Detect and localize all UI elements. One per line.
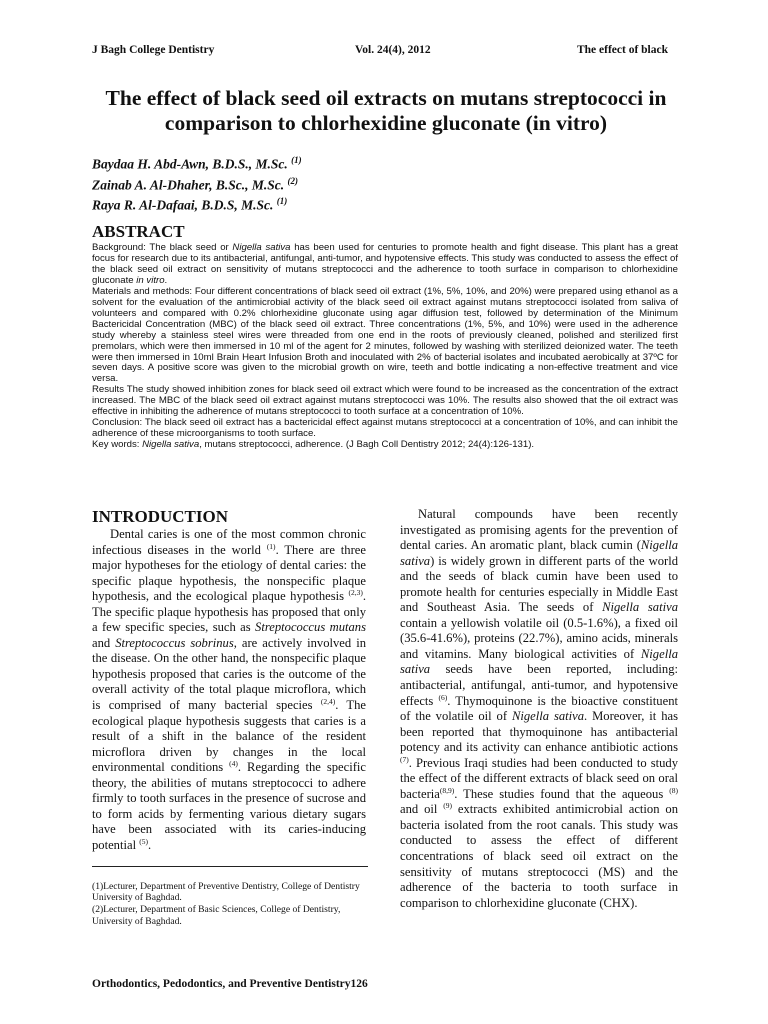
introduction-paragraph-2: Natural compounds have been recently investigated as promising agents for the prevention of dental caries. An aromatic plant, black cumin (Nigella sativa) is widely grown in different parts of the world and the seeds of black cumin have been used to promote health for centuries especially in Middle East and Southeast Asia. The seeds of Nigella sativa contain a yellowish volatile oil (0.5-1.6%), a fixed oil (35.6-41.6%), proteins (22.7%), amino acids, minerals and vitamins. Many biological activities of Nigella sativa seeds have been reported, including: antibacterial, antifungal, anti-tumor, and hypotensive effects $^{(6)}$. Thymoquinone is the bioactive constituent of the volatile oil of Nigella sativa. Moreover, it has been reported that thymoquinone has antibacterial potency and its activity can enhance antibiotic actions $^{(7)}$. Previous Iraqi studies had been conducted to study the effect of the different extracts of black seed on oral bacteria$^{(8,9)}$. These studies found that the aqueous $^{(8)}$ and oil $^{(9)}$ extracts exhibited antimicrobial action on bacteria isolated from the root canals. This study was conducted to assess the effect of different concentrations of black seed oil extract on the sensitivity of mutans streptococci (MS) and the adherence of the bacteria to tooth surface in comparison to chlorhexidine gluconate (CHX).: [400, 507, 678, 910]
running-title: The effect of black: [576, 44, 668, 56]
paper-title: The effect of black seed oil extracts on mutans streptococci in comparison to chlorhexidine gluconate (in vitro): [105, 86, 667, 135]
footnote-divider: [92, 866, 368, 867]
author-3: Raya R. Al-Dafaai, B.D.S, M.Sc. $^{(1)}$: [92, 196, 288, 213]
introduction-paragraph-1: Dental caries is one of the most common chronic infectious diseases in the world $^{(1)}$. There are three major hypotheses for the etiology of dental caries: the specific plaque hypothesis, the nonspecific plaque hypothesis, and the ecological plaque hypothesis $^{(2,3)}$. The specific plaque hypothesis has proposed that only a few specific species, such as Streptococcus mutans and Streptococcus sobrinus, are actively involved in the disease. On the other hand, the nonspecific plaque hypothesis proposed that caries is the outcome of the overall activity of the total plaque microflora, which is comprised of many bacterial species $^{(2,4)}$. The ecological plaque hypothesis suggests that caries is a result of a shift in the balance of the resident microflora driven by changes in the local environmental conditions $^{(4)}$. Regarding the specific theory, the abilities of mutans streptococci to adhere firmly to tooth surfaces in the presence of sucrose and to form acids by fermenting various dietary sugars have been associated with its caries-inducing potential $^{(5)}$.: [92, 527, 366, 852]
page-footer: Orthodontics, Pedodontics, and Preventive Dentistry126: [92, 978, 368, 990]
introduction-left-column: [92, 527, 366, 853]
abstract-conclusion: Conclusion: The black seed oil extract has a bactericidal effect against mutans streptococci at a concentration of 10%, and can inhibit the adherence of these microorganisms to tooth surface.: [92, 417, 678, 440]
abstract-results: Results The study showed inhibition zones for black seed oil extract which were found to be increased as the concentration of the extract increased. The MBC of the black seed oil extract against mutans streptococci was 10%. The results also showed that the oil extract was effective in inhibiting the adherence of mutans streptococci to tooth surface at a concentration of 10%.: [92, 384, 678, 418]
abstract-heading: ABSTRACT: [92, 222, 185, 241]
abstract-body: [92, 243, 678, 451]
footnotes: [92, 881, 366, 928]
introduction-right-column: [400, 507, 678, 911]
abstract-keywords: Key words: Nigella sativa, mutans streptococci, adherence. (J Bagh Coll Dentistry 2012; 24(4):126-131).: [92, 439, 535, 451]
abstract-methods: Materials and methods: Four different concentrations of black seed oil extract (1%, 5%, 10%, and 20%) were prepared using ethanol as a solvent for the evaluation of the antimicrobial activity of the black seed oil extract against mutans streptococci isolated from saliva of volunteers and compared with 0.2% chlorhexidine gluconate using agar diffusion test, followed by determination of the Minimum Bactericidal Concentration (MBC) of the black seed oil extract. Three concentrations (1%, 5%, and 10%) were used in the adherence study whereby a stainless steel wires were threaded from one end in the roots of previously cleaned, polished and sterilized first premolars, which were then immersed in 10 ml of the agent for 2 minutes, followed by washing with sterilized deionized water. The teeth were then immersed in 10ml Brain Heart Infusion Broth and inoculated with 2% of bacterial isolates and incubated aerobically at 37ºC for seven days. A positive score was given to the microbial growth on wire, teeth and bottle indicating a non-effective treatment and vice versa.: [92, 285, 678, 385]
abstract-background: Background: The black seed or Nigella sativa has been used for centuries to promote health and fight disease. This plant has a great focus for research due to its antibacterial, antifungal, anti-tumor, and hypotensive effects. This study was conducted to assess the effect of the black seed oil extract on sensitivity of mutans streptococci and the adherence to tooth surface in comparison to chlorhexidine gluconate in vitro.: [92, 242, 678, 286]
journal-volume: Vol. 24(4), 2012: [355, 44, 431, 56]
footnote-1: (1)Lecturer, Department of Preventive Dentistry, College of Dentistry University of Baghdad.: [92, 881, 360, 904]
journal-name: J Bagh College Dentistry: [92, 44, 215, 56]
author-list: [92, 152, 302, 214]
author-2: Zainab A. Al-Dhaher, B.Sc., M.Sc. $^{(2)}$: [92, 175, 299, 192]
author-1: Baydaa H. Abd-Awn, B.D.S., M.Sc. $^{(1)}$: [92, 155, 302, 172]
footnote-2: (2)Lecturer, Department of Basic Sciences, College of Dentistry, University of Baghdad.: [92, 904, 341, 927]
introduction-heading: INTRODUCTION: [92, 507, 229, 526]
